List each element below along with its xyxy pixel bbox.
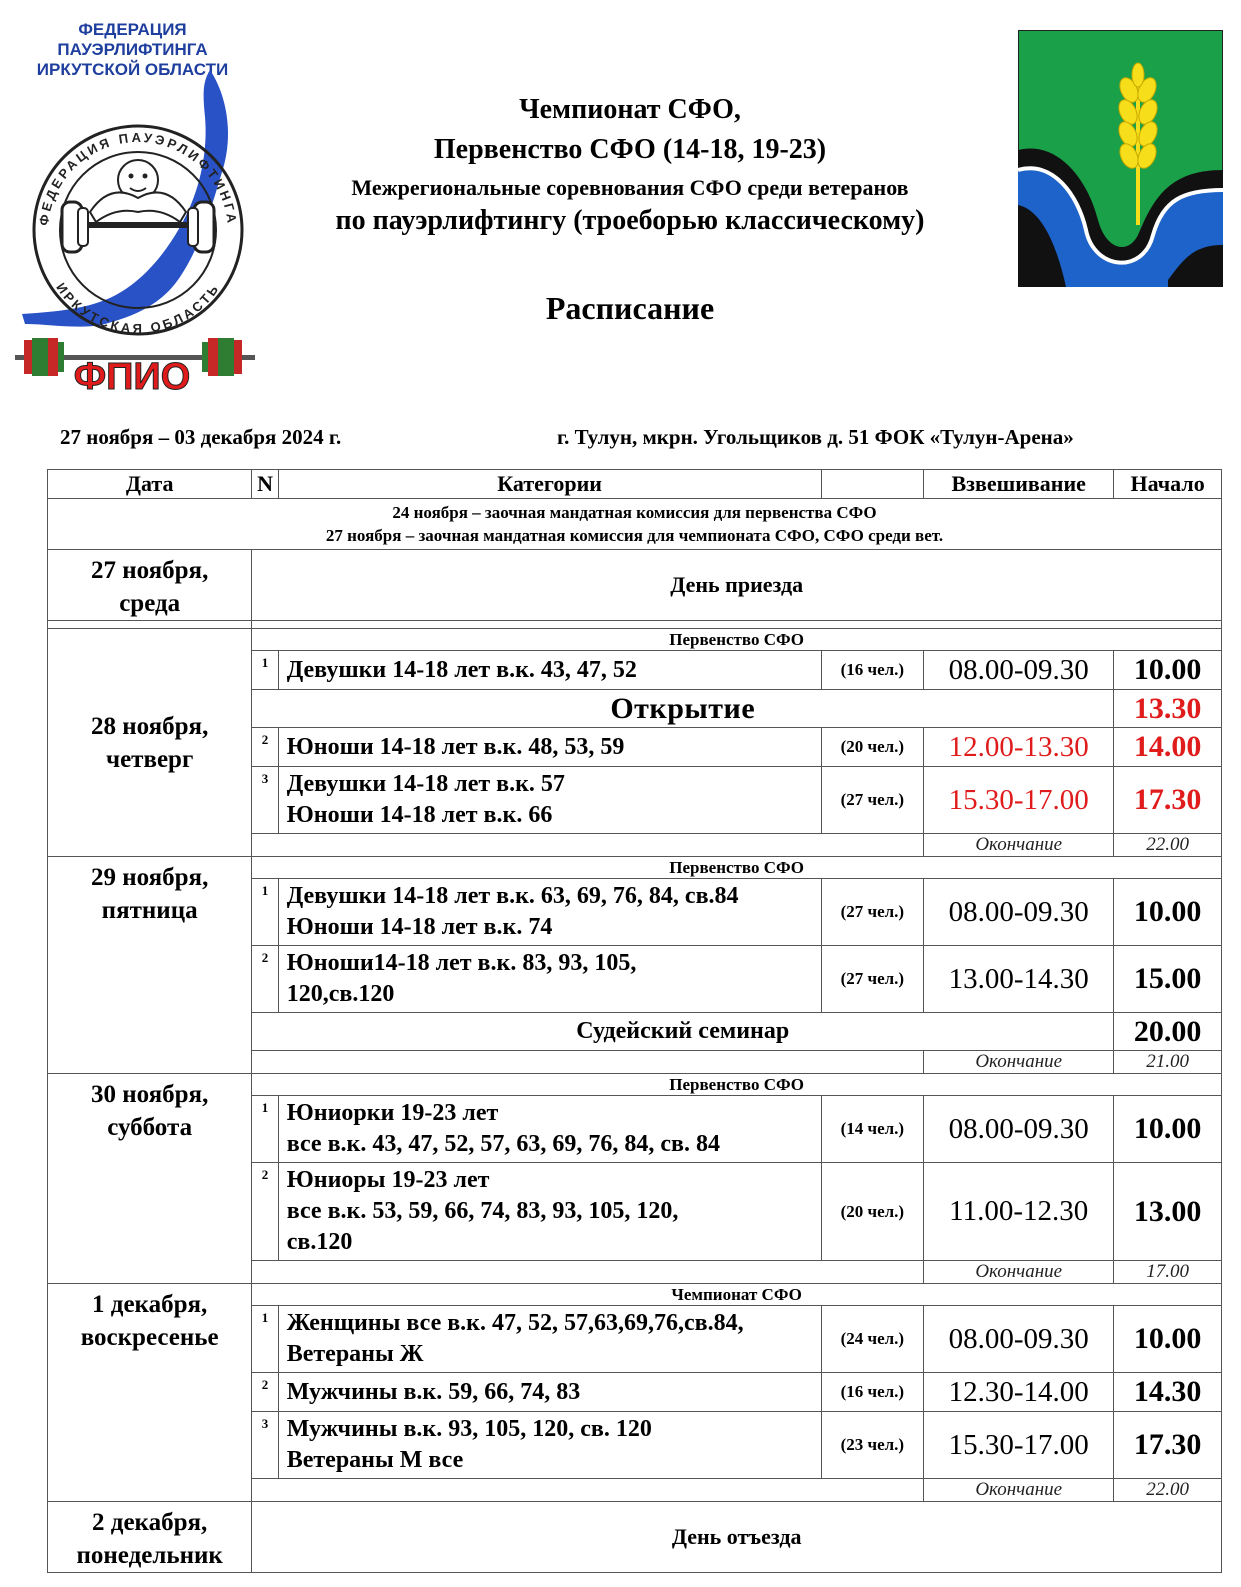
logo-abbrev: ФПИО xyxy=(73,356,191,398)
category-line1: Девушки 14-18 лет в.к. 57 xyxy=(286,771,565,797)
category-line1: Юниоры 19-23 лет xyxy=(286,1167,490,1193)
category-line2: Юноши 14-18 лет в.к. 74 xyxy=(286,914,553,940)
date-line2: четверг xyxy=(105,745,194,773)
category: Мужчины в.к. 59, 66, 74, 83 xyxy=(278,1373,821,1412)
federation-logo-icon xyxy=(10,62,260,402)
category-line2: Ветераны Ж xyxy=(286,1341,424,1367)
category xyxy=(278,879,821,946)
flow-number: 1 xyxy=(252,1096,278,1163)
section-row xyxy=(48,857,1222,879)
date-cell xyxy=(48,857,252,1074)
day-row-27nov xyxy=(48,550,1222,621)
weigh-in-time: 08.00-09.30 xyxy=(924,651,1114,690)
start-time: 15.00 xyxy=(1114,946,1222,1013)
header-categories: Категории xyxy=(278,470,821,499)
weigh-in-time: 08.00-09.30 xyxy=(924,1096,1114,1163)
header-count xyxy=(821,470,924,499)
start-time: 10.00 xyxy=(1114,1306,1222,1373)
notes-row xyxy=(48,499,1222,550)
date-line1: 27 ноября, xyxy=(90,557,209,584)
end-label: Окончание xyxy=(924,834,1114,857)
start-time: 10.00 xyxy=(1114,651,1222,690)
participant-count: (14 чел.) xyxy=(821,1096,924,1163)
category xyxy=(278,1163,821,1261)
opening-time: 13.30 xyxy=(1114,690,1222,728)
flow-number: 2 xyxy=(252,1373,278,1412)
category xyxy=(278,1306,821,1373)
participant-count: (24 чел.) xyxy=(821,1306,924,1373)
header-weigh-in: Взвешивание xyxy=(924,470,1114,499)
seal-text-top: ФЕДЕРАЦИЯ ПАУЭРЛИФТИНГА xyxy=(36,129,240,227)
seminar-time: 20.00 xyxy=(1114,1013,1222,1051)
category xyxy=(278,767,821,834)
participant-count: (27 чел.) xyxy=(821,946,924,1013)
flow-number: 2 xyxy=(252,1163,278,1261)
category-line1: Юниорки 19-23 лет xyxy=(286,1100,499,1126)
category-line1: Женщины все в.к. 47, 52, 57,63,69,76,св.84, xyxy=(286,1310,744,1336)
weigh-in-time: 11.00-12.30 xyxy=(924,1163,1114,1261)
table-header-row xyxy=(48,470,1222,499)
note-line1: 24 ноября – заочная мандатная комиссия для первенства СФО xyxy=(392,503,877,522)
departure-day: День отъезда xyxy=(252,1502,1222,1573)
date-cell xyxy=(48,1074,252,1284)
participant-count: (16 чел.) xyxy=(821,1373,924,1412)
section-row xyxy=(48,1284,1222,1306)
weigh-in-time: 15.30-17.00 xyxy=(924,767,1114,834)
weigh-in-time: 08.00-09.30 xyxy=(924,879,1114,946)
flow-number: 3 xyxy=(252,767,278,834)
date-cell xyxy=(48,1502,252,1573)
category xyxy=(278,946,821,1013)
federation-name-line2: ИРКУТСКОЙ ОБЛАСТИ xyxy=(36,60,229,79)
start-time: 10.00 xyxy=(1114,879,1222,946)
date-cell xyxy=(48,550,252,621)
section-title: Первенство СФО xyxy=(252,629,1222,651)
arrival-day: День приезда xyxy=(252,550,1222,621)
opening-ceremony: Открытие xyxy=(252,690,1114,728)
federation-name-line1: ФЕДЕРАЦИЯ ПАУЭРЛИФТИНГА xyxy=(57,20,208,59)
start-time: 10.00 xyxy=(1114,1096,1222,1163)
end-label: Окончание xyxy=(924,1261,1114,1284)
end-label: Окончание xyxy=(924,1479,1114,1502)
weigh-in-time: 12.30-14.00 xyxy=(924,1373,1114,1412)
start-time: 13.00 xyxy=(1114,1163,1222,1261)
spacer-row xyxy=(48,621,1222,629)
date-line1: 28 ноября, xyxy=(90,712,209,740)
category-line2: 120,св.120 xyxy=(286,981,395,1007)
participant-count: (16 чел.) xyxy=(821,651,924,690)
category-line2: все в.к. 43, 47, 52, 57, 63, 69, 76, 84, св. 84 xyxy=(286,1131,720,1157)
start-time: 14.00 xyxy=(1114,728,1222,767)
date-line2: понедельник xyxy=(76,1542,223,1569)
participant-count: (23 чел.) xyxy=(821,1412,924,1479)
section-title: Первенство СФО xyxy=(252,857,1222,879)
end-label: Окончание xyxy=(924,1051,1114,1074)
end-time: 22.00 xyxy=(1114,1479,1222,1502)
header-start: Начало xyxy=(1114,470,1222,499)
date-line1: 30 ноября, xyxy=(90,1081,209,1108)
participant-count: (20 чел.) xyxy=(821,1163,924,1261)
category-line1: Мужчины в.к. 93, 105, 120, св. 120 xyxy=(286,1416,652,1442)
section-title: Чемпионат СФО xyxy=(252,1284,1222,1306)
day-row-2dec xyxy=(48,1502,1222,1573)
event-dates: 27 ноября – 03 декабря 2024 г. xyxy=(60,425,342,449)
note-line2: 27 ноября – заочная мандатная комиссия для чемпионата СФО, СФО среди вет. xyxy=(325,526,944,545)
flow-number: 1 xyxy=(252,651,278,690)
title-discipline: по пауэрлифтингу (троеборью классическому) xyxy=(335,205,925,236)
category-line2: Ветераны М все xyxy=(286,1447,464,1473)
weigh-in-time: 12.00-13.30 xyxy=(924,728,1114,767)
weigh-in-time: 13.00-14.30 xyxy=(924,946,1114,1013)
judges-seminar: Судейский семинар xyxy=(252,1013,1114,1051)
event-location: г. Тулун, мкрн. Угольщиков д. 51 ФОК «Тулун-Арена» xyxy=(557,425,1074,449)
start-time: 14.30 xyxy=(1114,1373,1222,1412)
weigh-in-time: 08.00-09.30 xyxy=(924,1306,1114,1373)
category-line1: Юноши14-18 лет в.к. 83, 93, 105, xyxy=(286,950,637,976)
flow-number: 2 xyxy=(252,728,278,767)
category xyxy=(278,1412,821,1479)
category-line2: Юноши 14-18 лет в.к. 66 xyxy=(286,802,553,828)
title-championship: Чемпионат СФО, xyxy=(519,94,741,125)
start-time: 17.30 xyxy=(1114,767,1222,834)
flow-number: 3 xyxy=(252,1412,278,1479)
flow-number: 2 xyxy=(252,946,278,1013)
category-line2: все в.к. 53, 59, 66, 74, 83, 93, 105, 120, xyxy=(286,1198,679,1224)
end-time: 17.00 xyxy=(1114,1261,1222,1284)
section-row xyxy=(48,1074,1222,1096)
coat-of-arms-icon xyxy=(1018,30,1223,287)
title-youth-championship: Первенство СФО (14-18, 19-23) xyxy=(433,134,827,165)
title-interregional: Межрегиональные соревнования СФО среди ветеранов xyxy=(351,175,909,200)
category: Девушки 14-18 лет в.к. 43, 47, 52 xyxy=(278,651,821,690)
date-line1: 2 декабря, xyxy=(92,1509,208,1536)
page-title: Расписание xyxy=(545,290,715,326)
schedule-table xyxy=(47,469,1222,1573)
seal-text-bottom: ИРКУТСКАЯ ОБЛАСТЬ xyxy=(53,279,223,337)
date-line1: 1 декабря, xyxy=(92,1291,208,1318)
section-row xyxy=(48,629,1222,651)
date-line2: суббота xyxy=(107,1114,193,1141)
mandate-notes xyxy=(48,499,1222,550)
date-line2: воскресенье xyxy=(80,1324,219,1351)
end-time: 22.00 xyxy=(1114,834,1222,857)
category xyxy=(278,1096,821,1163)
header-number: N xyxy=(252,470,278,499)
date-line2: среда xyxy=(119,590,181,617)
date-line1: 29 ноября, xyxy=(90,864,209,891)
participant-count: (27 чел.) xyxy=(821,879,924,946)
start-time: 17.30 xyxy=(1114,1412,1222,1479)
section-title: Первенство СФО xyxy=(252,1074,1222,1096)
end-time: 21.00 xyxy=(1114,1051,1222,1074)
category-line1: Девушки 14-18 лет в.к. 63, 69, 76, 84, св.84 xyxy=(286,883,739,909)
weigh-in-time: 15.30-17.00 xyxy=(924,1412,1114,1479)
date-line2: пятница xyxy=(101,897,198,924)
date-cell xyxy=(48,1284,252,1502)
date-cell xyxy=(48,629,252,857)
category-line3: св.120 xyxy=(286,1229,353,1255)
participant-count: (20 чел.) xyxy=(821,728,924,767)
flow-number: 1 xyxy=(252,879,278,946)
header-date: Дата xyxy=(48,470,252,499)
flow-number: 1 xyxy=(252,1306,278,1373)
participant-count: (27 чел.) xyxy=(821,767,924,834)
category: Юноши 14-18 лет в.к. 48, 53, 59 xyxy=(278,728,821,767)
